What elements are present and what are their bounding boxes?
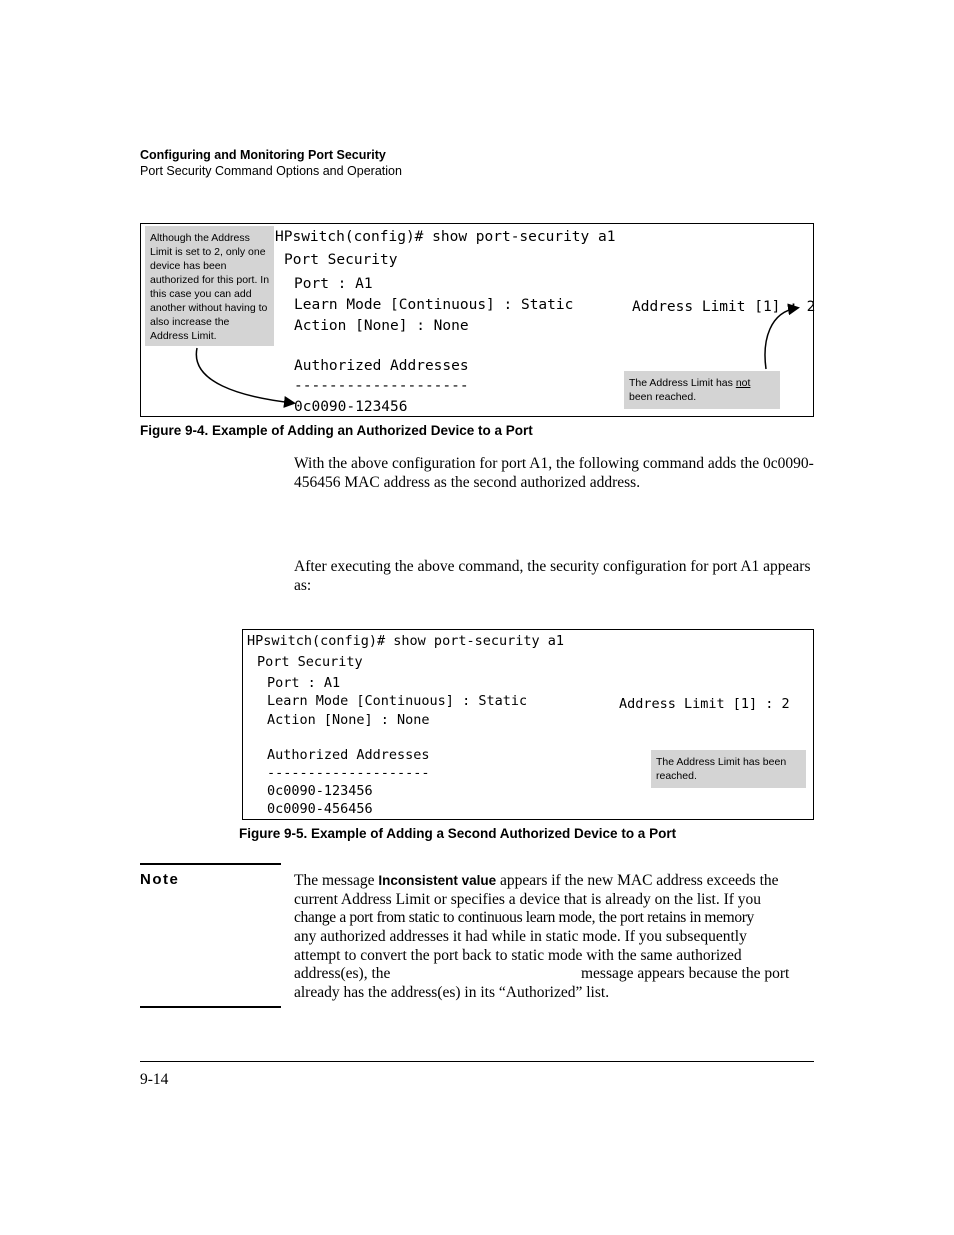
note-line-5: attempt to convert the port back to static mode with the same authorized	[294, 947, 742, 964]
fig2-address-limit: Address Limit [1] : 2	[619, 696, 790, 712]
fig1-line-command: HPswitch(config)# show port-security a1	[275, 229, 616, 245]
fig1-line-address-1: 0c0090-123456	[294, 399, 408, 415]
fig2-line-authorized-addresses: Authorized Addresses	[267, 747, 430, 763]
fig2-line-separator: --------------------	[267, 765, 430, 781]
figure-9-5-callout: The Address Limit has been reached.	[651, 750, 806, 788]
note-line-6-start: address(es), the	[294, 965, 391, 982]
paragraph-add-second-address: With the above configuration for port A1, the following command adds the 0c0090-456456 MAC address as the second authorized address.	[294, 455, 814, 491]
note-line-1: The message Inconsistent value appears if the new MAC address exceeds the	[294, 872, 779, 889]
note-line-7: already has the address(es) in its “Authorized” list.	[294, 984, 610, 1001]
fig1-line-separator: --------------------	[294, 378, 469, 394]
fig2-line-port-security: Port Security	[257, 654, 363, 670]
page-number: 9-14	[140, 1071, 169, 1088]
note-line-2: current Address Limit or specifies a device that is already on the list. If you	[294, 891, 762, 908]
figure-9-4-left-callout: Although the Address Limit is set to 2, only one device has been authorized for this port. In this case you can add another without having to also increase the Address Limit.	[145, 226, 274, 346]
fig1-line-action: Action [None] : None	[294, 318, 469, 334]
note-label: Note	[140, 871, 180, 888]
fig2-line-address-1: 0c0090-123456	[267, 783, 373, 799]
note-line-6-end: message appears because the port	[581, 965, 790, 982]
fig1-right-arrow	[765, 308, 797, 369]
fig1-address-limit: Address Limit [1] : 2	[632, 299, 816, 315]
figure-9-4-right-callout: The Address Limit has not been reached.	[624, 371, 780, 409]
fig1-line-port-security: Port Security	[284, 252, 398, 268]
section-title: Port Security Command Options and Operation	[140, 164, 402, 178]
note-rule-top	[140, 863, 281, 865]
fig1-line-authorized-addresses: Authorized Addresses	[294, 358, 469, 374]
fig2-line-action: Action [None] : None	[267, 712, 430, 728]
fig1-left-arrow	[196, 348, 293, 403]
figure-9-5-caption: Figure 9-5. Example of Adding a Second Authorized Device to a Port	[239, 826, 677, 841]
note-line-3: change a port from static to continuous learn mode, the port retains in memory	[294, 909, 754, 926]
fig2-line-command: HPswitch(config)# show port-security a1	[247, 633, 564, 649]
figure-9-4-caption: Figure 9-4. Example of Adding an Authorized Device to a Port	[140, 423, 533, 438]
fig1-line-port: Port : A1	[294, 276, 373, 292]
note-line-4: any authorized addresses it had while in static mode. If you subsequently	[294, 928, 747, 945]
note-rule-bottom	[140, 1006, 281, 1008]
fig1-line-learn-mode: Learn Mode [Continuous] : Static	[294, 297, 574, 313]
footer-rule	[140, 1061, 814, 1062]
fig2-line-learn-mode: Learn Mode [Continuous] : Static	[267, 693, 528, 709]
fig2-line-port: Port : A1	[267, 675, 341, 691]
fig2-line-address-2: 0c0090-456456	[267, 801, 373, 817]
chapter-title: Configuring and Monitoring Port Security	[140, 148, 386, 162]
paragraph-after-executing: After executing the above command, the security configuration for port A1 appears as:	[294, 558, 811, 594]
